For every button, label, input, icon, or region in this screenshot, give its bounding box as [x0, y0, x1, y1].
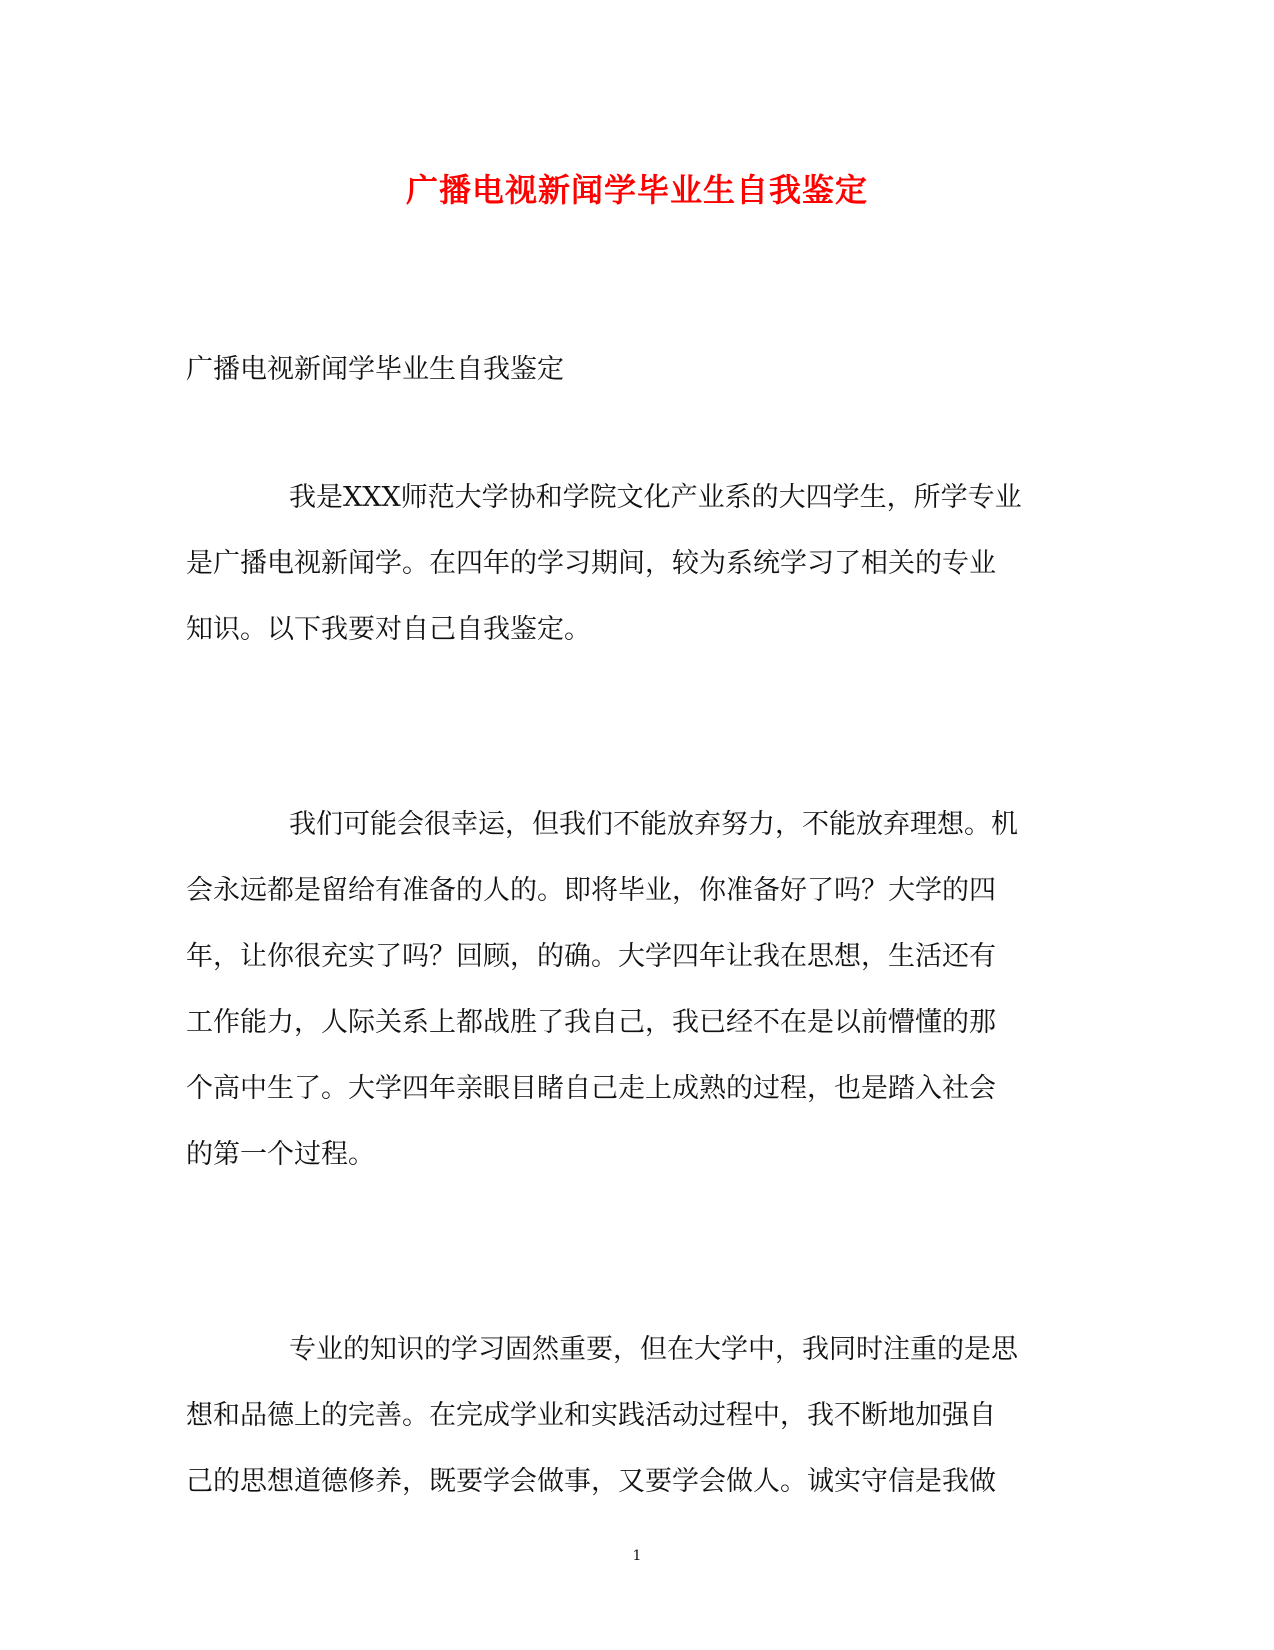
paragraph-1	[186, 478, 1086, 676]
paragraph-line: 我是XXX师范大学协和学院文化产业系的大四学生，所学专业	[289, 482, 1022, 513]
paragraph-line: 年，让你很充实了吗？回顾，的确。大学四年让我在思想，生活还有	[186, 941, 996, 972]
paragraph-2	[186, 805, 1086, 1201]
paragraph-line: 己的思想道德修养，既要学会做事，又要学会做人。诚实守信是我做	[186, 1466, 996, 1497]
paragraph-line: 个高中生了。大学四年亲眼目睹自己走上成熟的过程，也是踏入社会	[186, 1073, 996, 1104]
paragraph-line: 想和品德上的完善。在完成学业和实践活动过程中，我不断地加强自	[186, 1400, 996, 1431]
paragraph-3	[186, 1330, 1086, 1528]
paragraph-line: 专业的知识的学习固然重要，但在大学中，我同时注重的是思	[289, 1334, 1018, 1365]
paragraph-line: 的第一个过程。	[186, 1139, 375, 1170]
paragraph-line: 知识。以下我要对自己自我鉴定。	[186, 614, 591, 645]
page-number: 1	[632, 1548, 642, 1564]
paragraph-line: 我们可能会很幸运，但我们不能放弃努力，不能放弃理想。机	[289, 809, 1018, 840]
paragraph-line: 是广播电视新闻学。在四年的学习期间，较为系统学习了相关的专业	[186, 548, 996, 579]
paragraph-line: 工作能力，人际关系上都战胜了我自己，我已经不在是以前懵懂的那	[186, 1007, 996, 1038]
paragraph-line: 会永远都是留给有准备的人的。即将毕业，你准备好了吗？大学的四	[186, 875, 996, 906]
document-title: 广播电视新闻学毕业生自我鉴定	[405, 171, 868, 209]
document-subtitle: 广播电视新闻学毕业生自我鉴定	[186, 354, 564, 385]
